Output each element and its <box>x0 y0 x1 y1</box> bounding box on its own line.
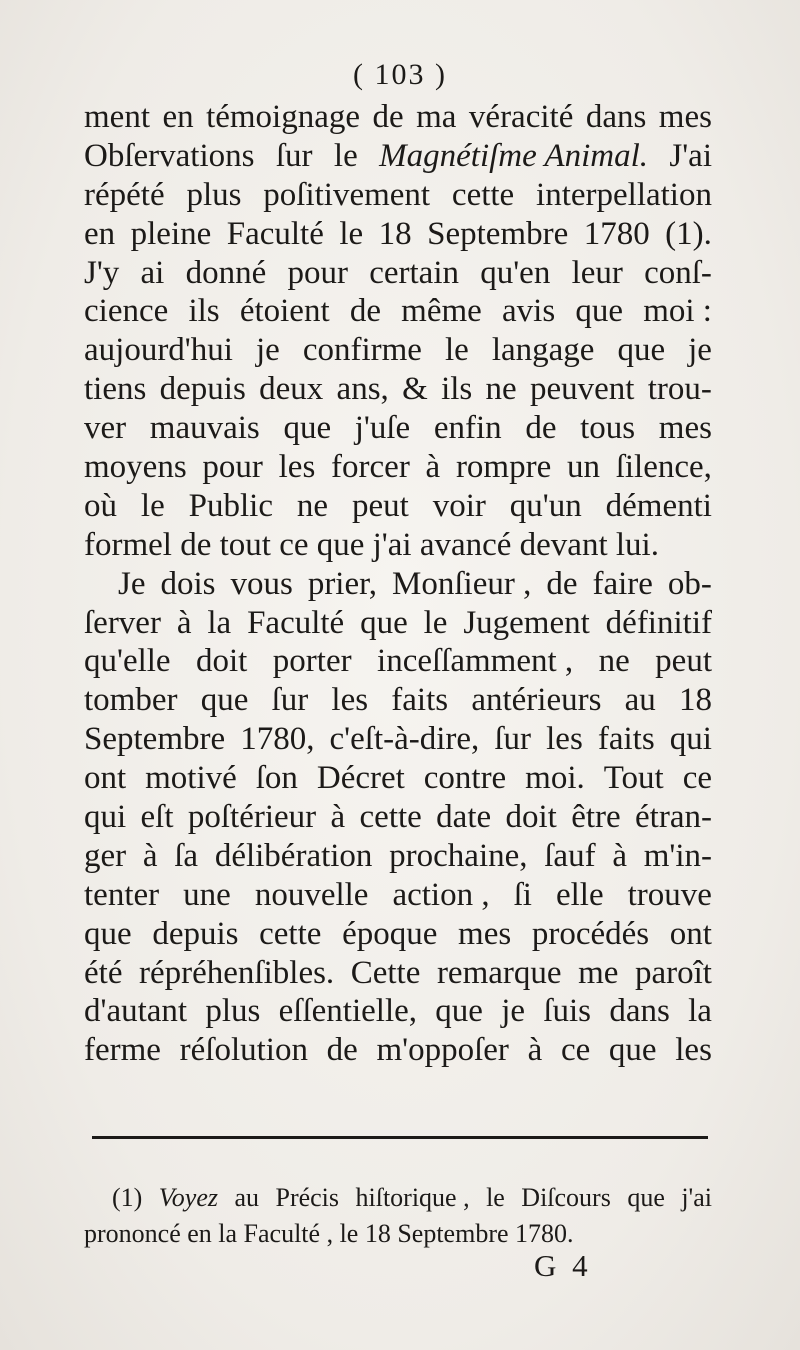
word: interpellation <box>536 176 712 213</box>
text-line <box>84 837 712 876</box>
word: le <box>423 604 448 641</box>
word: à <box>176 604 192 641</box>
word: depuis <box>159 371 246 408</box>
word: étran- <box>635 799 712 836</box>
word: m'in- <box>643 837 712 874</box>
word: répréhenſibles. <box>139 954 335 991</box>
word: qui <box>669 721 712 758</box>
word: Obſervations <box>84 137 255 174</box>
text-line <box>84 604 712 643</box>
word: Magnétiſme Animal. <box>379 137 648 174</box>
word: remarque <box>436 954 562 991</box>
word: mauvais <box>149 410 260 447</box>
word: Décret <box>316 760 405 797</box>
text-line <box>84 1031 712 1070</box>
word: mes <box>458 915 512 952</box>
word: ment <box>84 99 150 135</box>
word: nouvelle <box>254 876 369 913</box>
word: les <box>546 721 583 758</box>
word: ſon <box>255 760 298 797</box>
word: de <box>326 1032 358 1069</box>
text-line <box>84 720 712 759</box>
word: d'autant <box>84 993 188 1030</box>
word: étoient <box>239 293 330 330</box>
word: à <box>425 449 441 486</box>
body-text <box>84 98 712 1070</box>
word: en <box>84 215 116 252</box>
word: les <box>675 1032 712 1069</box>
word: tomber <box>84 682 178 719</box>
word: peut <box>655 643 712 680</box>
word: voir <box>432 487 486 524</box>
word: motivé <box>145 760 237 797</box>
word: époque <box>342 915 438 952</box>
page-number-header: ( 103 ) <box>353 58 447 91</box>
text-line <box>84 331 712 370</box>
word: paroît <box>634 954 712 991</box>
word: enfin <box>433 410 502 447</box>
word: ſerver <box>84 604 161 641</box>
text-line <box>84 876 712 915</box>
word: ſur <box>494 721 532 758</box>
word: plus <box>186 176 242 213</box>
word: qu'en <box>480 254 551 291</box>
word: j'ai <box>681 1183 712 1212</box>
word: ce <box>682 760 712 797</box>
word: date <box>436 799 492 836</box>
word: formel de tout ce que j'ai avancé devant lui. <box>84 526 659 563</box>
footnote-line <box>84 1216 712 1252</box>
word: J'ai <box>669 137 712 174</box>
word: poſtérieur <box>187 799 317 836</box>
word: ne <box>485 371 517 408</box>
word: de <box>372 99 404 135</box>
word: au <box>624 682 656 719</box>
word: Précis <box>275 1183 340 1212</box>
word: que <box>84 915 132 952</box>
word: Public <box>188 487 273 524</box>
text-line <box>84 448 712 487</box>
word: dans <box>585 99 647 135</box>
word: plus <box>205 993 261 1030</box>
word: (1) <box>112 1183 143 1212</box>
word: & <box>402 371 428 408</box>
word: un <box>566 449 600 486</box>
text-line <box>84 759 712 798</box>
word: véracité <box>468 99 574 135</box>
word: délibération <box>214 837 373 874</box>
word: ſauf <box>544 837 596 874</box>
word: porter <box>272 643 352 680</box>
word: moyens <box>84 449 187 486</box>
word: forcer <box>331 449 410 486</box>
word: certain <box>369 254 459 291</box>
word: Je <box>118 565 146 602</box>
word: au <box>234 1183 260 1212</box>
word: Faculté <box>226 215 324 252</box>
word: tenter <box>84 876 160 913</box>
word: été <box>84 954 123 991</box>
text-line <box>84 954 712 993</box>
word: ſi <box>513 876 532 913</box>
word: inceſſamment , <box>377 643 574 680</box>
word: aujourd'hui <box>84 332 233 369</box>
word: prier, <box>307 565 378 602</box>
word: eſſentielle, <box>278 993 418 1030</box>
word: de <box>525 410 557 447</box>
word: que <box>200 682 249 719</box>
word: cette <box>451 176 515 213</box>
word: démenti <box>605 487 712 524</box>
word: qu'un <box>509 487 582 524</box>
word: procédés <box>531 915 650 952</box>
word: dans <box>609 993 670 1030</box>
text-line <box>84 992 712 1031</box>
word: ſilence, <box>615 449 712 486</box>
word: ai <box>140 254 165 291</box>
word: pour <box>287 254 348 291</box>
text-line <box>84 798 712 837</box>
word: définitif <box>605 604 712 641</box>
word: trouve <box>627 876 712 913</box>
word: être <box>571 799 621 836</box>
word: le <box>333 137 358 174</box>
text-line <box>84 487 712 526</box>
word: tiens <box>84 371 147 408</box>
word: Monſieur , <box>392 565 532 602</box>
word: J'y <box>84 254 120 291</box>
word: 18 <box>378 215 412 252</box>
word: ob- <box>667 565 712 602</box>
word: les <box>331 682 369 719</box>
word: ger <box>84 837 127 874</box>
word: Voyez <box>158 1183 218 1212</box>
word: elle <box>555 876 604 913</box>
word: cette <box>259 915 322 952</box>
word: Jugement <box>463 604 590 641</box>
word: répété <box>84 176 165 213</box>
word: trou- <box>647 371 712 408</box>
word: langage <box>491 332 595 369</box>
word: j'uſe <box>354 410 411 447</box>
text-line <box>84 176 712 215</box>
word: conſ- <box>644 254 712 291</box>
word: ne <box>296 487 329 524</box>
word: le <box>140 487 165 524</box>
word: donné <box>185 254 267 291</box>
word: 1780, <box>240 721 315 758</box>
text-line <box>84 215 712 254</box>
word: témoignage <box>206 99 361 135</box>
word: c'eſt-à-dire, <box>329 721 480 758</box>
word: pleine <box>130 215 212 252</box>
word: m'oppoſer <box>376 1032 509 1069</box>
word: je <box>688 332 712 369</box>
word: (1). <box>665 215 712 252</box>
word: dois <box>160 565 216 602</box>
word: prononcé en la Faculté , le 18 Septembre 1780. <box>84 1219 574 1248</box>
word: que <box>617 332 666 369</box>
word: deux <box>259 371 324 408</box>
text-line <box>84 98 712 137</box>
word: la <box>688 993 712 1030</box>
word: ils <box>441 371 473 408</box>
word: que <box>360 604 408 641</box>
word: tous <box>580 410 636 447</box>
word: ont <box>669 915 712 952</box>
word: confirme <box>302 332 422 369</box>
word: le <box>444 332 469 369</box>
text-line <box>84 409 712 448</box>
word: cience <box>84 293 169 330</box>
text-line <box>84 526 712 565</box>
word: mes <box>658 99 712 135</box>
signature-mark: G 4 <box>534 1248 592 1283</box>
word: à <box>612 837 627 874</box>
word: ma <box>416 99 457 135</box>
footnote-line <box>84 1180 712 1216</box>
word: ils <box>188 293 220 330</box>
footnote-rule <box>92 1136 708 1139</box>
word: que <box>435 993 483 1030</box>
word: ce <box>560 1032 591 1069</box>
word: ont <box>84 760 127 797</box>
word: ans, <box>336 371 389 408</box>
text-line <box>84 254 712 293</box>
word: je <box>255 332 280 369</box>
word: me <box>578 954 619 991</box>
text-line <box>84 915 712 954</box>
text-line <box>84 137 712 176</box>
word: les <box>278 449 316 486</box>
text-line <box>84 681 712 720</box>
word: le <box>339 215 364 252</box>
word: ne <box>598 643 630 680</box>
word: ſa <box>174 837 199 874</box>
word: cette <box>359 799 422 836</box>
word: moi. <box>525 760 585 797</box>
word: doit <box>196 643 248 680</box>
footnote <box>84 1180 712 1252</box>
word: rompre <box>455 449 552 486</box>
word: mes <box>658 410 712 447</box>
word: pour <box>202 449 263 486</box>
word: peuvent <box>530 371 635 408</box>
word: vous <box>230 565 293 602</box>
word: de <box>546 565 578 602</box>
word: même <box>401 293 482 330</box>
text-line <box>84 370 712 409</box>
word: à <box>330 799 346 836</box>
text-line <box>84 292 712 331</box>
word: peut <box>351 487 409 524</box>
word: ſur <box>275 137 313 174</box>
word: Diſcours <box>521 1183 611 1212</box>
word: ſuis <box>543 993 592 1030</box>
word: Tout <box>603 760 664 797</box>
text-line <box>84 642 712 681</box>
word: eſt <box>140 799 174 836</box>
word: 1780 <box>583 215 650 252</box>
word: depuis <box>152 915 239 952</box>
word: une <box>183 876 231 913</box>
word: à <box>527 1032 543 1069</box>
word: Faculté <box>247 604 345 641</box>
word: moi : <box>643 293 712 330</box>
word: Septembre <box>84 721 226 758</box>
word: qu'elle <box>84 643 171 680</box>
word: en <box>162 99 194 135</box>
word: le <box>486 1183 505 1212</box>
word: ferme <box>84 1032 161 1069</box>
word: faits <box>391 682 449 719</box>
word: 18 <box>679 682 712 719</box>
word: hiſtorique , <box>355 1183 470 1212</box>
word: prochaine, <box>389 837 528 874</box>
word: la <box>207 604 232 641</box>
word: poſitivement <box>263 176 431 213</box>
word: réſolution <box>179 1032 308 1069</box>
word: leur <box>571 254 623 291</box>
word: que <box>608 1032 657 1069</box>
word: faire <box>592 565 653 602</box>
word: doit <box>505 799 557 836</box>
word: qui <box>84 799 127 836</box>
word: que <box>283 410 332 447</box>
word: de <box>349 293 381 330</box>
word: Cette <box>350 954 421 991</box>
word: antérieurs <box>471 682 602 719</box>
word: que <box>575 293 624 330</box>
word: Septembre <box>427 215 569 252</box>
word: où <box>84 487 117 524</box>
word: je <box>501 993 526 1030</box>
word: faits <box>597 721 655 758</box>
word: ſur <box>271 682 309 719</box>
word: ver <box>84 410 127 447</box>
word: avis <box>502 293 556 330</box>
word: contre <box>423 760 507 797</box>
word: que <box>627 1183 665 1212</box>
word: à <box>142 837 158 874</box>
word: action , <box>392 876 490 913</box>
text-line <box>84 565 712 604</box>
